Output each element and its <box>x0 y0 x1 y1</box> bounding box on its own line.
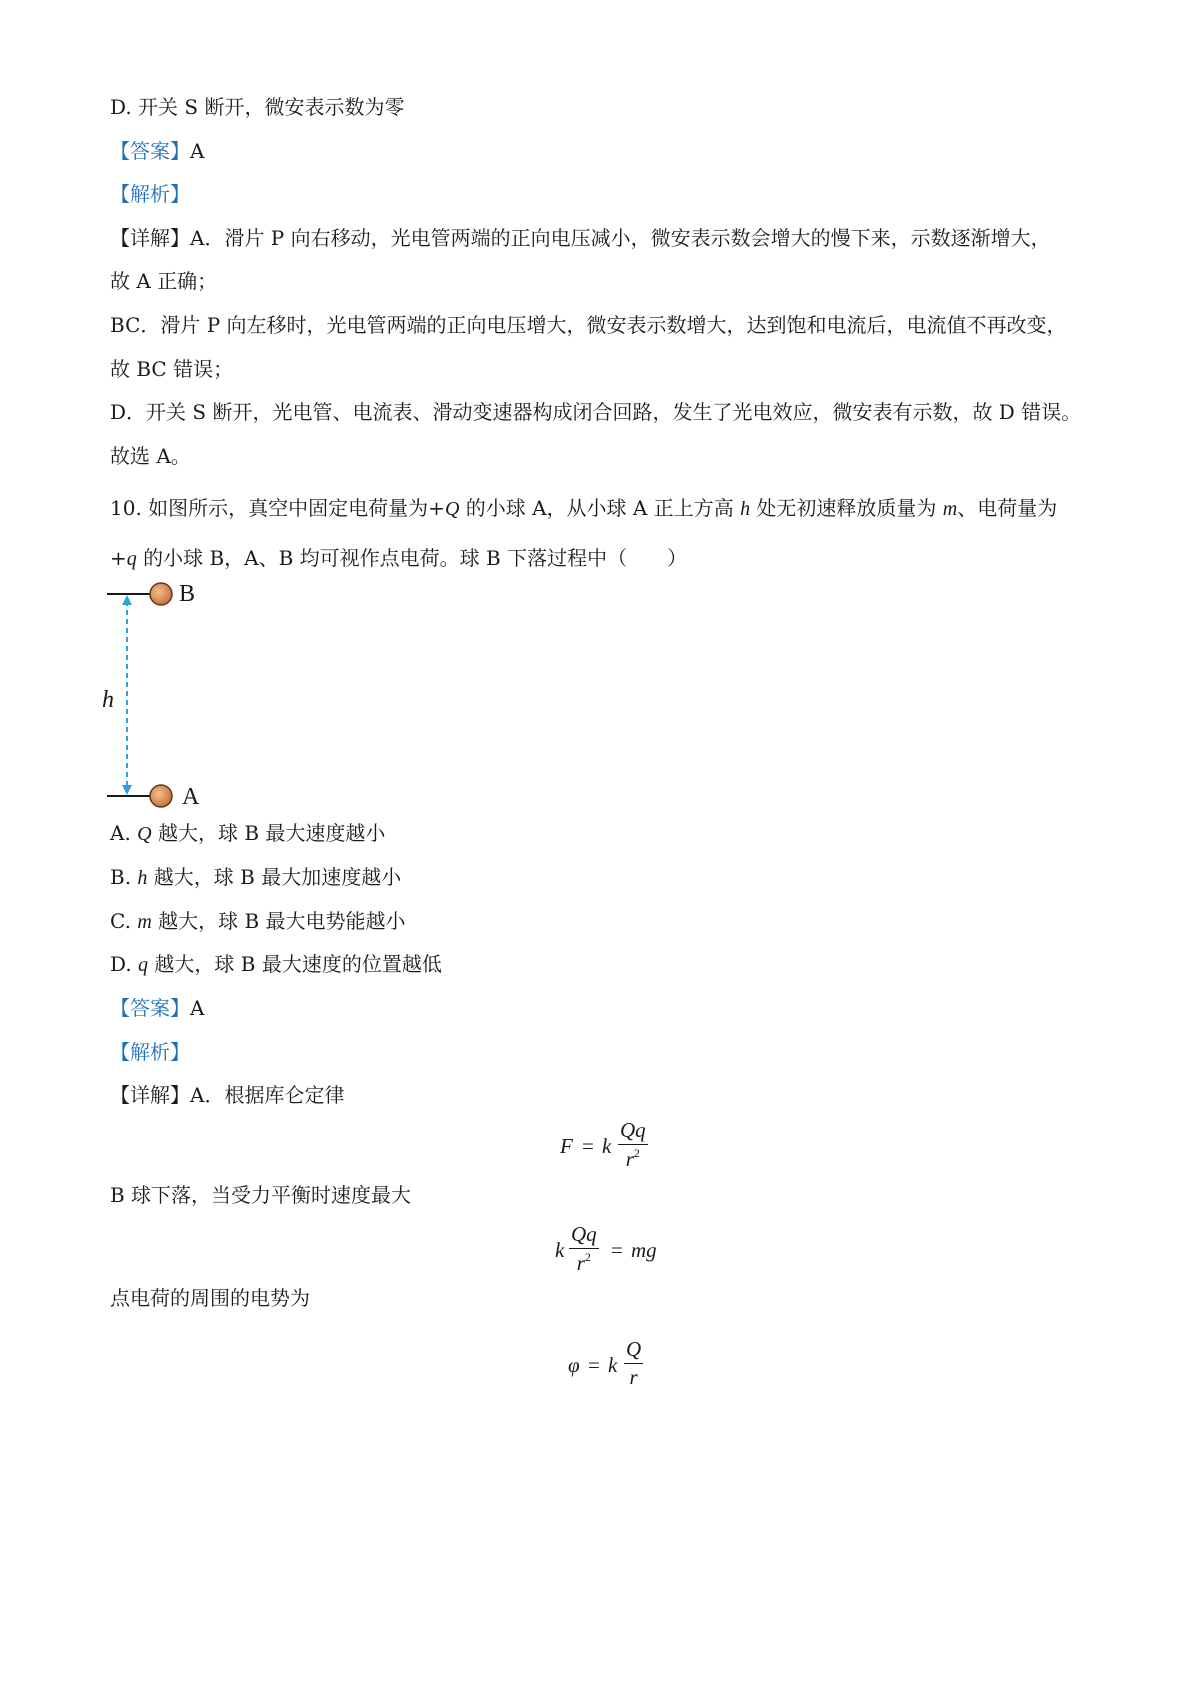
detail-text: A．根据库仑定律 <box>190 1083 345 1107</box>
q10-detail-line-1 <box>110 1082 344 1108</box>
q10-stem-text: 、电荷量为 <box>957 496 1058 520</box>
ball-b <box>150 583 172 605</box>
q10-stem-line-2 <box>110 545 687 572</box>
eq-numerator: Qq <box>571 1222 597 1246</box>
equation-potential <box>568 1337 658 1401</box>
arrow-head-top <box>122 595 132 605</box>
detail-text-1: A．滑片 P 向右移动，光电管两端的正向电压减小，微安表示数会增大的慢下来，示数逐渐增大， <box>190 226 1051 250</box>
ball-a <box>150 785 172 807</box>
eq-denominator <box>618 1146 648 1172</box>
q10-option-c <box>110 908 406 935</box>
q10-stem-text: 如图所示，真空中固定电荷量为+ <box>148 496 445 520</box>
option-var: Q <box>137 823 152 845</box>
var-Q: Q <box>444 498 460 520</box>
option-prefix: B. <box>110 865 138 889</box>
detail-line-1 <box>110 225 1051 251</box>
q10-option-b <box>110 864 401 891</box>
eq-exponent: 2 <box>633 1146 640 1160</box>
answer-value: A <box>190 996 205 1020</box>
fraction-bar <box>624 1363 643 1364</box>
equation-coulomb <box>560 1118 670 1182</box>
option-text: 越大，球 B 最大速度越小 <box>151 821 386 845</box>
eq-k: k <box>555 1238 565 1262</box>
eq-lhs: φ <box>568 1353 580 1377</box>
option-d-prev: D. 开关 S 断开，微安表示数为零 <box>110 95 405 119</box>
option-prefix: D. <box>110 952 139 976</box>
detail-line-6: 故选 A。 <box>110 444 191 468</box>
fraction-bar <box>618 1144 648 1145</box>
q10-option-a <box>110 820 385 847</box>
eq-denominator: r <box>629 1365 638 1389</box>
eq-den-var: r <box>576 1251 585 1275</box>
eq-fraction <box>618 1118 648 1172</box>
option-var: m <box>137 911 152 933</box>
q10-stem-text: 的小球 A，从小球 A 正上方高 <box>459 496 741 520</box>
eq-fraction <box>624 1337 643 1390</box>
answer-line-prev <box>110 138 204 164</box>
eq-equals: = <box>582 1134 594 1158</box>
eq-fraction <box>569 1222 599 1276</box>
q10-stem-text: 的小球 B，A、B 均可视作点电荷。球 B 下落过程中（ ） <box>136 546 688 570</box>
option-text: 越大，球 B 最大加速度越小 <box>147 865 402 889</box>
q10-stem-line-1 <box>110 495 1057 522</box>
label-h: h <box>102 687 114 713</box>
label-a: A <box>182 784 200 810</box>
fraction-bar <box>569 1248 599 1249</box>
detail-line-5: D．开关 S 断开，光电管、电流表、滑动变速器构成闭合回路，发生了光电效应，微安表有示数，故 D 错误。 <box>110 400 1082 424</box>
option-prefix: C. <box>110 909 138 933</box>
analysis-tag-prev: 【解析】 <box>110 182 190 206</box>
answer-line-q10 <box>110 995 204 1021</box>
q10-text-3: 点电荷的周围的电势为 <box>110 1286 310 1310</box>
var-m: m <box>942 498 958 520</box>
arrow-head-bottom <box>122 785 132 795</box>
var-h: h <box>740 498 751 520</box>
label-b: B <box>179 581 196 607</box>
charge-figure <box>100 575 250 815</box>
eq-exponent: 2 <box>584 1250 591 1264</box>
option-text: 越大，球 B 最大速度的位置越低 <box>148 952 442 976</box>
eq-k: k <box>602 1134 612 1158</box>
q10-text-2: B 球下落，当受力平衡时速度最大 <box>110 1183 412 1207</box>
eq-numerator: Q <box>626 1337 642 1361</box>
detail-line-3: BC．滑片 P 向左移时，光电管两端的正向电压增大，微安表示数增大，达到饱和电流后，电流值不再改变， <box>110 313 1067 337</box>
eq-k: k <box>608 1353 618 1377</box>
detail-line-2: 故 A 正确； <box>110 269 218 293</box>
answer-value: A <box>190 139 205 163</box>
detail-tag: 【详解】 <box>110 1083 190 1107</box>
q10-number: 10. <box>110 496 149 520</box>
eq-numerator: Qq <box>620 1118 646 1142</box>
option-prefix: A. <box>110 821 138 845</box>
option-text: 越大，球 B 最大电势能越小 <box>151 909 406 933</box>
eq-rhs: mg <box>631 1238 657 1262</box>
eq-equals: = <box>588 1353 600 1377</box>
answer-tag: 【答案】 <box>110 996 190 1020</box>
q10-option-d <box>110 951 442 978</box>
eq-denominator <box>569 1250 599 1276</box>
detail-tag: 【详解】 <box>110 226 190 250</box>
option-var: q <box>138 954 149 976</box>
equation-balance <box>555 1222 675 1286</box>
var-q: q <box>126 548 137 570</box>
eq-equals: = <box>611 1238 623 1262</box>
analysis-tag-q10: 【解析】 <box>110 1040 190 1064</box>
q10-stem-text: 处无初速释放质量为 <box>750 496 943 520</box>
option-var: h <box>137 867 148 889</box>
answer-tag: 【答案】 <box>110 139 190 163</box>
detail-line-4: 故 BC 错误； <box>110 357 234 381</box>
q10-stem-text: + <box>110 546 127 570</box>
eq-lhs: F <box>560 1134 573 1158</box>
eq-den-var: r <box>625 1147 634 1171</box>
